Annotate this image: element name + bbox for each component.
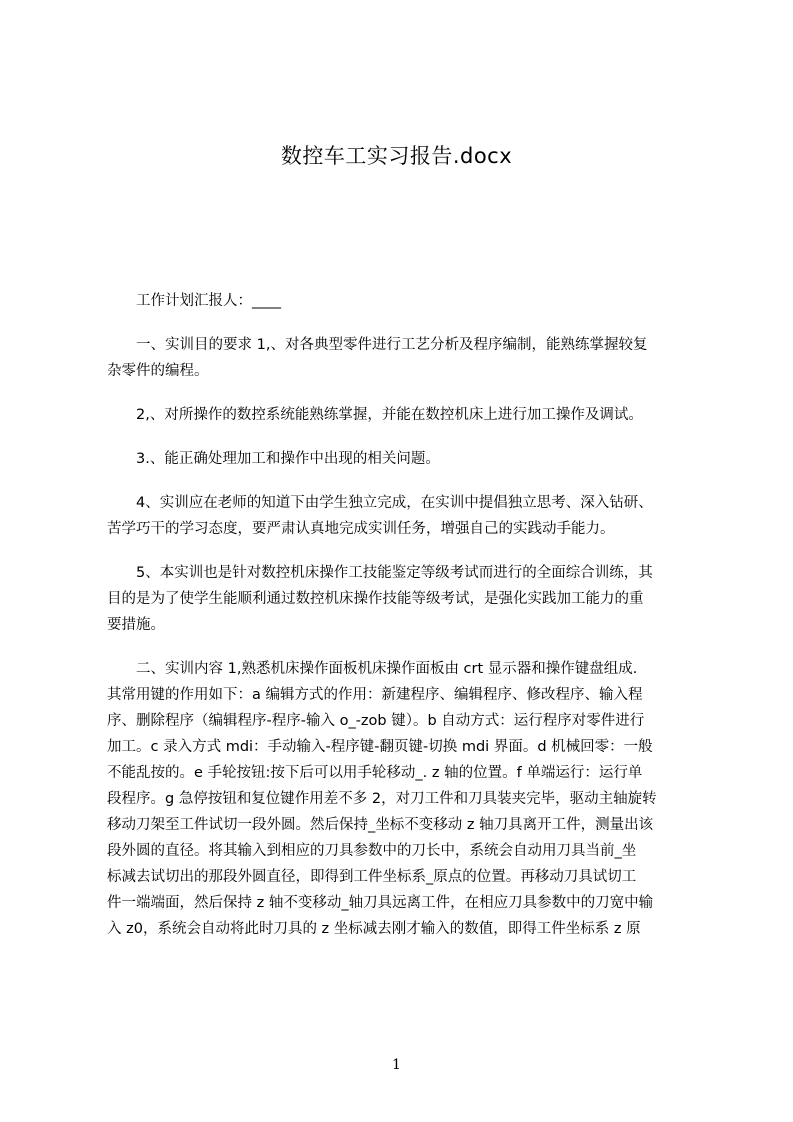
paragraph-objective-5 [107,560,698,638]
reporter-line [107,288,698,314]
text-line: 目的是为了使学生能顺利通过数控机床操作技能等级考试，是强化实践加工能力的重 [107,591,644,607]
text-line: 4、实训应在老师的知道下由学生独立完成，在实训中提倡独立思考、深入钻研、 [136,495,653,511]
document-title: 数控车工实习报告.docx [280,144,513,168]
paragraph-objective-1 [107,332,698,384]
text-line: 标减去试切出的那段外圆直径，即得到工件坐标系_原点的位置。再移动刀具试切工 [107,869,637,885]
text-line: 工作计划汇报人：____ [136,293,281,309]
paragraph-objective-4 [107,490,698,542]
document-body [107,288,698,960]
text-line: 苦学巧干的学习态度，要严肃认真地完成实训任务，增强自己的实践动手能力。 [107,521,615,537]
text-line: 件一端端面，然后保持 z 轴不变移动_轴刀具远离工件，在相应刀具参数中的刀宽中输 [107,895,654,911]
paragraph-training-content [107,656,698,942]
page-number: 1 [392,1057,401,1073]
text-line: 序、删除程序（编辑程序-程序-输入 o_-zob 键）。b 自动方式：运行程序对零件进行 [107,713,645,729]
paragraph-objective-2 [107,402,698,428]
text-line: 要措施。 [107,617,165,633]
paragraph-objective-3 [107,446,698,472]
text-line: 3.、能正确处理加工和操作中出现的相关问题。 [136,451,440,467]
text-line: 2,、对所操作的数控系统能熟练掌握，并能在数控机床上进行加工操作及调试。 [136,407,643,423]
text-line: 段外圆的直径。将其输入到相应的刀具参数中的刀长中，系统会自动用刀具当前_坐 [107,843,637,859]
text-line: 其常用键的作用如下：a 编辑方式的作用：新建程序、编辑程序、修改程序、输入程 [107,687,643,703]
text-line: 加工。c 录入方式 mdi：手动输入-程序键-翻页键-切换 mdi 界面。d 机械回零：一般 [107,739,653,755]
text-line: 段程序。g 急停按钮和复位键作用差不多 2，对刀工件和刀具装夹完毕，驱动主轴旋转 [107,791,657,807]
text-line: 入 z0，系统会自动将此时刀具的 z 坐标减去刚才输入的数值，即得工件坐标系 z 原 [107,921,641,937]
text-line: 一、实训目的要求 1,、对各典型零件进行工艺分析及程序编制，能熟练掌握较复 [136,337,648,353]
text-line: 5、本实训也是针对数控机床操作工技能鉴定等级考试而进行的全面综合训练，其 [136,565,653,581]
text-line: 不能乱按的。e 手轮按钮:按下后可以用手轮移动_. z 轴的位置。f 单端运行：运行单 [107,765,643,781]
text-line: 二、实训内容 1,熟悉机床操作面板机床操作面板由 crt 显示器和操作键盘组成. [136,661,638,677]
text-line: 移动刀架至工件试切一段外圆。然后保持_坐标不变移动 z 轴刀具离开工件，测量出该 [107,817,654,833]
text-line: 杂零件的编程。 [107,363,209,379]
